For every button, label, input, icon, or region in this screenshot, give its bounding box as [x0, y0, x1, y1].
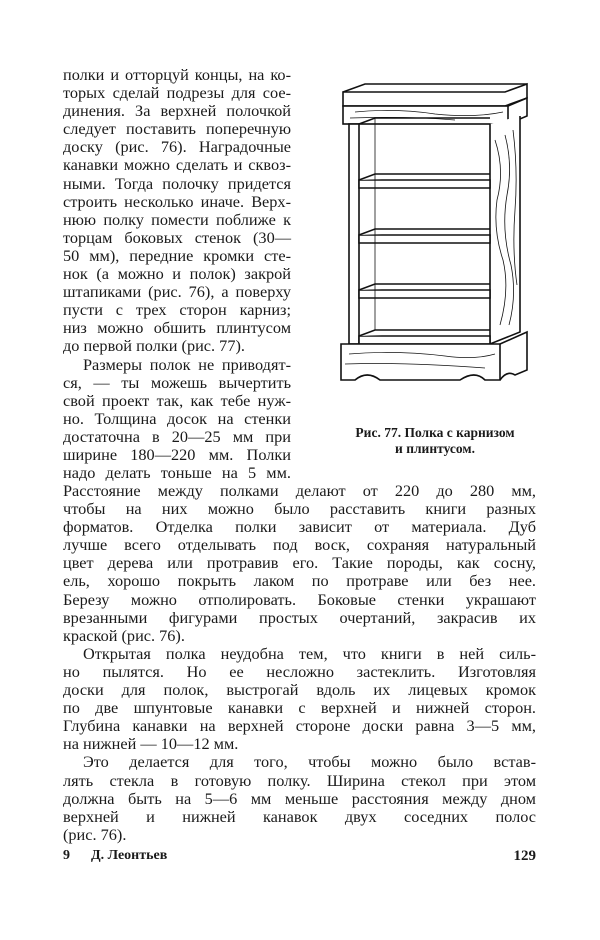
- text-line: Березу можно отполировать. Боковые стенки украшают: [63, 589, 536, 609]
- text-line: полки и отторцуй концы, на ко-: [63, 65, 291, 84]
- text-line: до первой полки (рис. 77).: [63, 336, 245, 356]
- text-line: Это делается для того, чтобы можно было встав-: [83, 752, 536, 772]
- text-line: нюю полку помести поближе к: [63, 209, 291, 229]
- text-line: штапиками (рис. 76), а поверху: [63, 282, 291, 302]
- text-line: Открытая полка неудобна тем, что книги в ней силь-: [83, 643, 536, 663]
- bookcase-illustration: [335, 80, 535, 400]
- text-line: ными. Тогда полочку придется: [63, 173, 291, 193]
- text-line: ся, — ты можешь вычертить: [63, 372, 291, 392]
- text-line: строить несколько иначе. Верх-: [63, 191, 291, 211]
- text-line: Размеры полок не приводят-: [83, 354, 291, 374]
- text-line: следует поставить поперечную: [63, 119, 291, 139]
- text-line: врезанными фигурами простых очертаний, закрасив их: [63, 607, 536, 627]
- text-line: канавки можно сделать и сквоз-: [63, 155, 291, 175]
- text-line: свой проект так, как тебе нуж-: [63, 390, 291, 410]
- text-line: доску (рис. 76). Наградочные: [63, 137, 291, 157]
- page-number: 129: [513, 848, 536, 864]
- text-line: ель, хорошо покрыть лаком по протраве или без нее.: [63, 571, 536, 591]
- text-line: нок (а можно и полок) закрой: [63, 264, 291, 284]
- text-line: достаточна в 20—25 мм при: [63, 426, 291, 446]
- text-line: доски для полок, выстрогай вдоль их лицевых кромок: [63, 680, 536, 700]
- text-line: торых сделай подрезы для сое-: [63, 83, 291, 103]
- text-line: цвет дерева или протравив его. Такие породы, как сосну,: [63, 553, 536, 573]
- figure-caption: [335, 425, 535, 457]
- text-line: лять стекла в готовую полку. Ширина стекол при этом: [63, 770, 536, 790]
- text-line: надо делать тоньше на 5 мм.: [63, 463, 291, 483]
- text-line: 50 мм), передние кромки сте-: [63, 245, 291, 265]
- full-width-text: [63, 482, 536, 844]
- text-line: (рис. 76).: [63, 824, 127, 844]
- text-line: пусти с трех сторон карниз;: [63, 300, 291, 320]
- text-line: на нижней — 10—12 мм.: [63, 734, 239, 754]
- text-line: по две шпунтовые канавки с верхней и нижней сторон.: [63, 698, 536, 718]
- text-line: Расстояние между полками делают от 220 до 280 мм,: [63, 481, 536, 500]
- caption-line: Рис. 77. Полка с карнизом: [355, 425, 515, 440]
- left-text-column: [63, 66, 291, 482]
- text-line: лучше всего отделывать под воск, сохраняя натуральный: [63, 535, 536, 555]
- text-line: чтобы на них можно было расставить книги разных: [63, 499, 536, 519]
- text-line: ширине 180—220 мм. Полки: [63, 444, 291, 464]
- caption-line: и плинтусом.: [395, 441, 475, 456]
- text-line: динения. За верхней полочкой: [63, 101, 291, 121]
- page-footer: [63, 848, 536, 868]
- author-name: Д. Леонтьев: [91, 848, 168, 863]
- text-line: низ можно обшить плинтусом: [63, 318, 291, 338]
- signature-mark: 9: [63, 848, 70, 863]
- text-line: Глубина канавки на верхней стороне доски равна 3—5 мм,: [63, 716, 536, 736]
- text-line: форматов. Отделка полки зависит от материала. Дуб: [63, 517, 536, 537]
- text-line: верхней и нижней канавок двух соседних полос: [63, 806, 536, 826]
- text-line: краской (рис. 76).: [63, 625, 185, 645]
- text-line: должна быть на 5—6 мм меньше расстояния между дном: [63, 788, 536, 808]
- text-line: торцам боковых стенок (30—: [63, 227, 291, 247]
- text-line: но. Толщина досок на стенки: [63, 408, 291, 428]
- text-line: но пылятся. Но ее несложно застеклить. Изготовляя: [63, 661, 536, 681]
